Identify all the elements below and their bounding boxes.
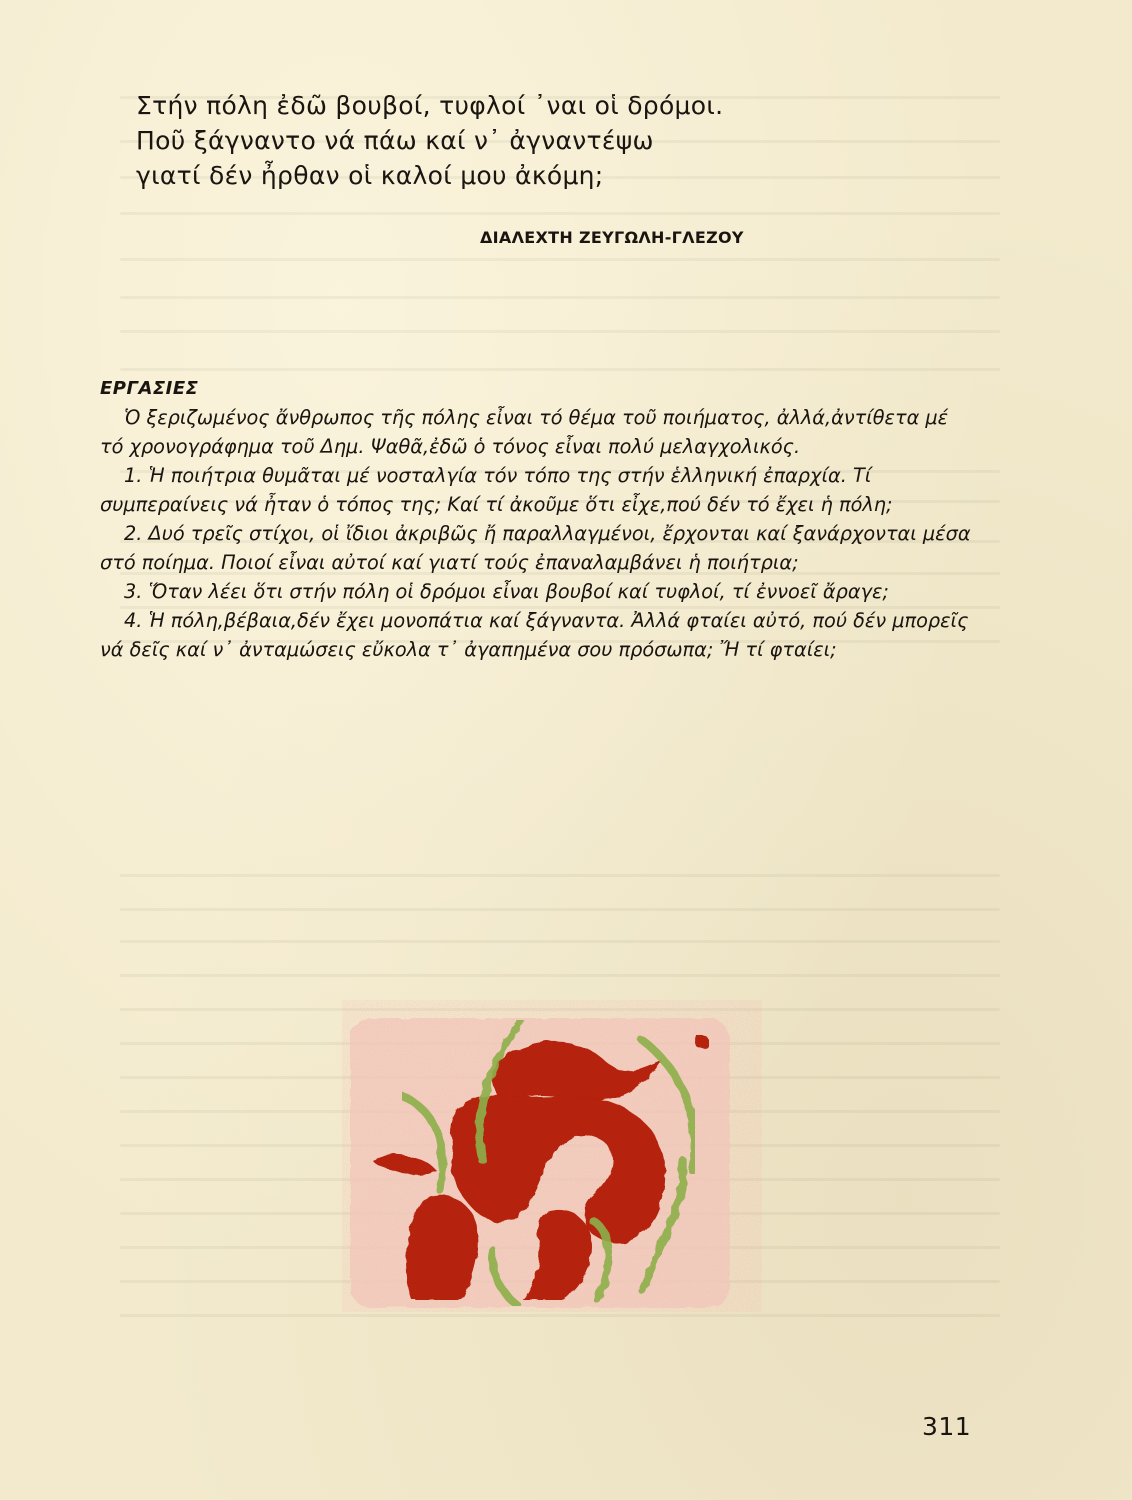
poem-stanza [136, 88, 916, 193]
poem-line: Ποῦ ξάγναντο νά πάω καί ν᾿ ἀγναντέψω [136, 126, 654, 155]
exercises-heading: ΕΡΓΑΣΙΕΣ [100, 378, 199, 399]
poem-line: Στήν πόλη ἐδῶ βουβοί, τυφλοί ᾿ναι οἱ δρόμοι. [136, 91, 724, 120]
exercise-item: 1. Ἡ ποιήτρια θυμᾶται μέ νοσταλγία τόν τόπο της στήν ἑλληνική ἐπαρχία. Τί συμπεραίνεις νά ἦταν ὁ τόπος της; Καί τί ἀκοῦμε ὅτι εἶχε,πού δέν τό ἔχει ἡ πόλη; [100, 464, 893, 516]
exercises-intro: Ὁ ξεριζωμένος ἄνθρωπος τῆς πόλης εἶναι τό θέμα τοῦ ποιήματος, ἀλλά,ἀντίθετα μέ τό χρονογράφημα τοῦ Δημ. Ψαθᾶ,ἐδῶ ὁ τόνος εἶναι πολύ μελαγχολικός. [100, 406, 949, 458]
red-shape-leg-left [406, 1195, 478, 1300]
page-number: 311 [922, 1412, 972, 1441]
red-shape-dot [695, 1035, 709, 1049]
poem-line: γιατί δέν ἦρθαν οἱ καλοί μου ἀκόμη; [136, 161, 604, 190]
abstract-print-illustration [342, 1000, 762, 1312]
exercises-section [100, 374, 972, 664]
exercise-item: 3. Ὅταν λέει ὅτι στήν πόλη οἱ δρόμοι εἶναι βουβοί καί τυφλοί, τί ἐννοεῖ ἄραγε; [124, 580, 889, 603]
poem-author: ΔΙΑΛΕΧΤΗ ΖΕΥΓΩΛΗ-ΓΛΕΖΟΥ [480, 228, 744, 247]
exercise-item: 4. Ἡ πόλη,βέβαια,δέν ἔχει μονοπάτια καί ξάγναντα. Ἀλλά φταίει αὐτό, πού δέν μπορεῖς νά δεῖς καί ν᾿ ἀνταμώσεις εὔκολα τ᾿ ἀγαπημένα σου πρόσωπα; Ἤ τί φταίει; [100, 609, 969, 661]
exercise-item: 2. Δυό τρεῖς στίχοι, οἱ ἴδιοι ἀκριβῶς ἤ παραλλαγμένοι, ἔρχονται καί ξανάρχονται μέσα στό ποίημα. Ποιοί εἶναι αὐτοί καί γιατί τούς ἐπαναλαμβάνει ἡ ποιήτρια; [100, 522, 971, 574]
